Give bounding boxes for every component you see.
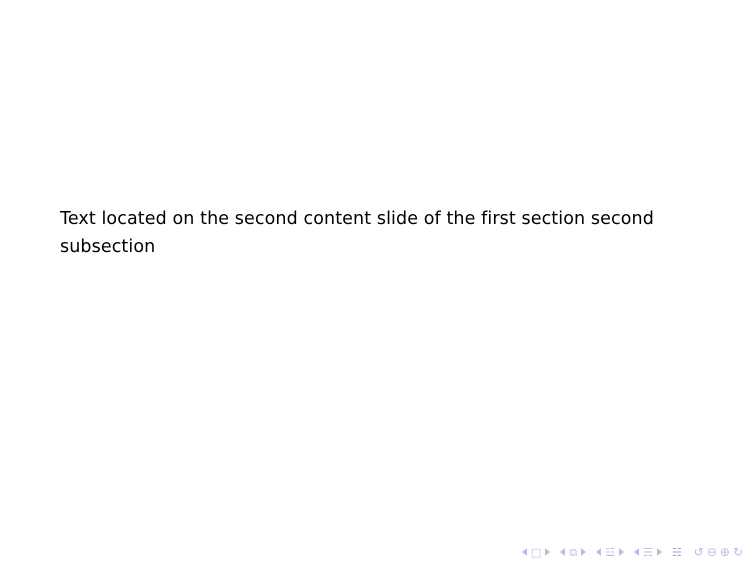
zoom-out-icon[interactable]: ⊖: [706, 545, 717, 559]
section-bars-icon[interactable]: ☳: [605, 545, 615, 559]
forward-icon[interactable]: ↻: [732, 545, 743, 559]
back-icon[interactable]: ↺: [693, 545, 704, 559]
slide-body: [60, 205, 700, 261]
triangle-left-icon[interactable]: [634, 548, 639, 556]
triangle-left-icon[interactable]: [522, 548, 527, 556]
triangle-right-icon[interactable]: [581, 548, 586, 556]
slide-body-text: Text located on the second content slide of the first section second subsection: [60, 209, 654, 257]
presentation-bars-icon[interactable]: ☴: [643, 545, 653, 559]
nav-tail-controls[interactable]: [694, 546, 743, 558]
nav-group-section[interactable]: [596, 547, 624, 558]
frame-square-icon[interactable]: □: [530, 545, 542, 559]
triangle-right-icon[interactable]: [545, 548, 550, 556]
triangle-right-icon[interactable]: [657, 548, 662, 556]
nav-group-current[interactable]: [672, 547, 682, 558]
current-slide-icon[interactable]: ☵: [671, 545, 682, 559]
subsection-squares-icon[interactable]: ⧉: [569, 545, 578, 559]
nav-group-subsection[interactable]: [560, 547, 586, 558]
nav-group-presentation[interactable]: [634, 547, 662, 558]
zoom-in-icon[interactable]: ⊕: [719, 545, 730, 559]
triangle-left-icon[interactable]: [560, 548, 565, 556]
triangle-right-icon[interactable]: [619, 548, 624, 556]
triangle-left-icon[interactable]: [596, 548, 601, 556]
beamer-navigation-bar[interactable]: [522, 546, 743, 558]
nav-group-frame[interactable]: [522, 547, 550, 558]
